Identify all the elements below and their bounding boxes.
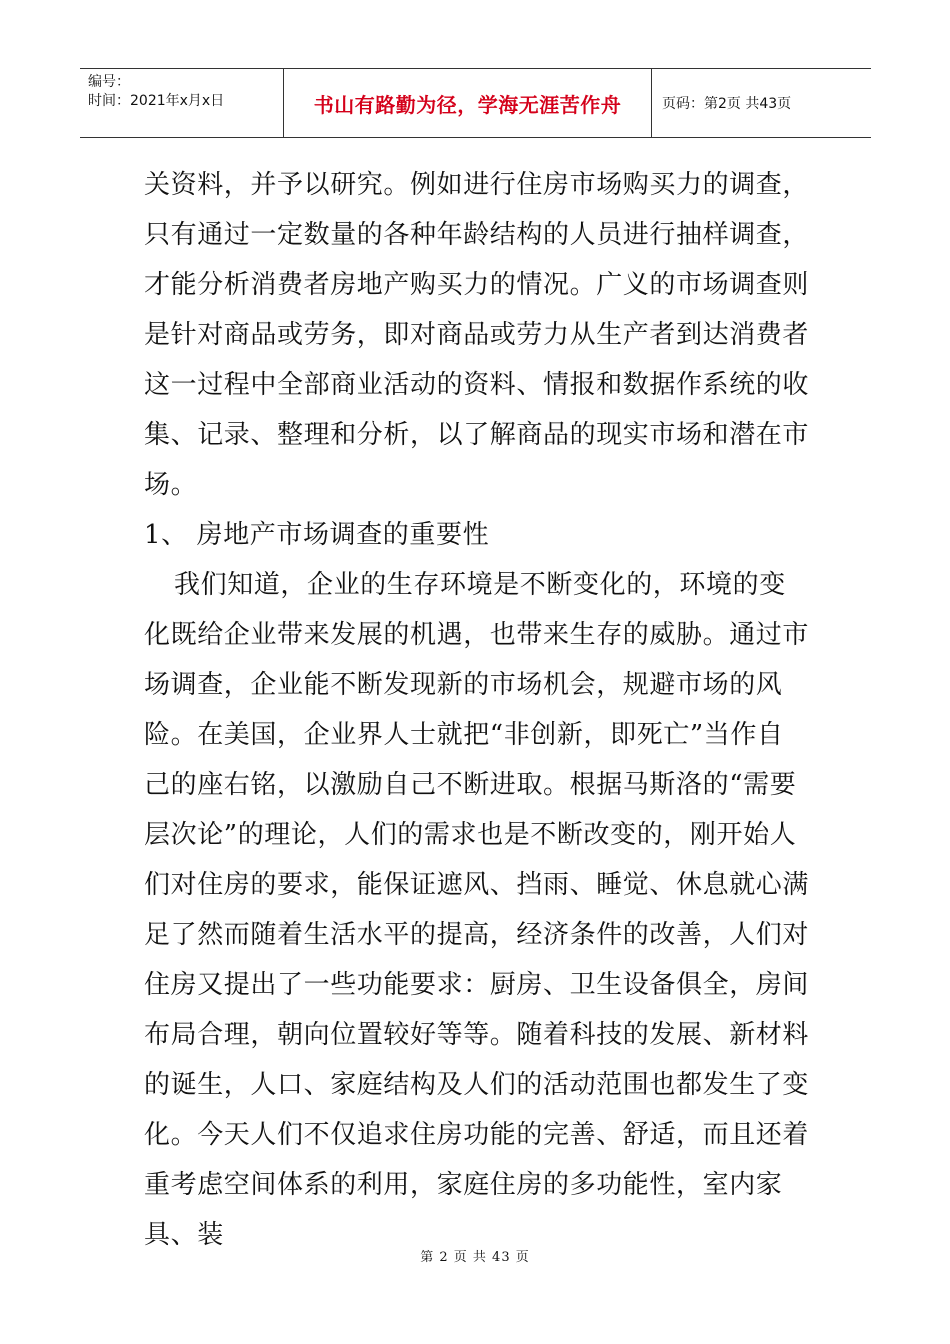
document-number-label: 编号： xyxy=(88,74,130,90)
document-body xyxy=(144,160,810,1260)
header-page-info: 页码：第2页 共43页 xyxy=(662,96,792,112)
body-paragraph: 我们知道，企业的生存环境是不断变化的，环境的变化既给企业带来发展的机遇，也带来生存的威胁。通过市场调查，企业能不断发现新的市场机会，规避市场的风险。在美国，企业界人士就把“非创新，即死亡”当作自己的座右铭，以激励自己不断进取。根据马斯洛的“需要层次论”的理论，人们的需求也是不断改变的，刚开始人们对住房的要求，能保证遮风、挡雨、睡觉、休息就心满足了然而随着生活水平的提高，经济条件的改善，人们对住房又提出了一些功能要求：厨房、卫生设备俱全，房间布局合理，朝向位置较好等等。随着科技的发展、新材料的诞生，人口、家庭结构及人们的活动范围也都发生了变化。今天人们不仅追求住房功能的完善、舒适，而且还着重考虑空间体系的利用，家庭住房的多功能性，室内家具、装 xyxy=(144,570,810,1250)
header-meta xyxy=(80,69,284,137)
section-heading: 1、 房地产市场调查的重要性 xyxy=(144,520,490,550)
body-paragraph: 关资料，并予以研究。例如进行住房市场购买力的调查，只有通过一定数量的各种年龄结构的人员进行抽样调查，才能分析消费者房地产购买力的情况。广义的市场调查则是针对商品或劳务，即对商品或劳力从生产者到达消费者这一过程中全部商业活动的资料、情报和数据作系统的收集、记录、整理和分析，以了解商品的现实市场和潜在市场。 xyxy=(144,170,810,500)
header-motto: 书山有路勤为径，学海无涯苦作舟 xyxy=(284,69,652,137)
document-date: 时间：2021年x月x日 xyxy=(88,93,225,109)
page-footer: 第 2 页 共 43 页 xyxy=(420,1250,530,1265)
page-header xyxy=(80,68,871,138)
